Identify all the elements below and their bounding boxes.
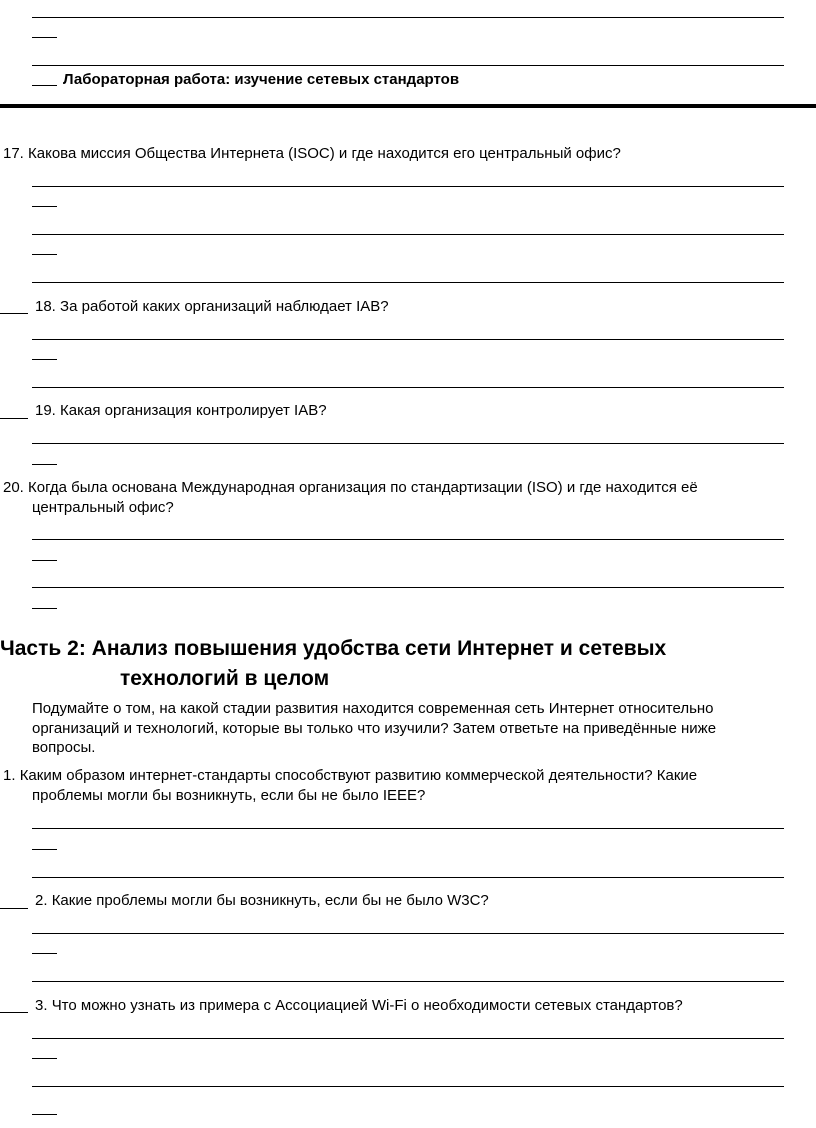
answer-line-stub (0, 418, 28, 419)
answer-line (32, 387, 784, 388)
answer-line (32, 933, 784, 934)
part2-intro: вопросы. (32, 739, 96, 756)
part2-heading-continued: технологий в целом (120, 667, 330, 690)
part2-question-3: 3. Что можно узнать из примера с Ассоциацией Wi-Fi о необходимости сетевых стандартов? (35, 997, 683, 1014)
answer-line (32, 587, 784, 588)
question-18: 18. За работой каких организаций наблюдает IAB? (35, 298, 389, 315)
part2-question-1: 1. Каким образом интернет-стандарты способствуют развитию коммерческой деятельности? Какие (3, 767, 698, 784)
answer-line (32, 282, 784, 283)
answer-line (32, 1038, 784, 1039)
answer-line-stub (32, 560, 57, 561)
answer-line (32, 339, 784, 340)
part2-intro: Подумайте о том, на какой стадии развития находится современная сеть Интернет относительно (32, 700, 714, 717)
part2-question-2: 2. Какие проблемы могли бы возникнуть, если бы не было W3C? (35, 892, 489, 909)
answer-line (32, 539, 784, 540)
answer-line-stub (0, 908, 28, 909)
question-20-continued: центральный офис? (32, 499, 174, 516)
answer-line-stub (32, 849, 57, 850)
section-divider (0, 104, 816, 108)
answer-line-stub (32, 608, 57, 609)
answer-line-stub (0, 313, 28, 314)
part2-question-1-continued: проблемы могли бы возникнуть, если бы не было IEEE? (32, 787, 426, 804)
question-19: 19. Какая организация контролирует IAB? (35, 402, 327, 419)
answer-line-stub (32, 1058, 57, 1059)
answer-line-stub (32, 37, 57, 38)
answer-line-stub (32, 464, 57, 465)
answer-line (32, 828, 784, 829)
question-20: 20. Когда была основана Международная организация по стандартизации (ISO) и где находится её (3, 479, 698, 496)
answer-line-stub (32, 85, 57, 86)
answer-line (32, 234, 784, 235)
part2-intro: организаций и технологий, которые вы только что изучили? Затем ответьте на приведённые ниже (32, 720, 717, 737)
part2-heading: Часть 2: Анализ повышения удобства сети Интернет и сетевых (0, 637, 667, 660)
question-17: 17. Какова миссия Общества Интернета (ISOC) и где находится его центральный офис? (3, 145, 621, 162)
answer-line (32, 186, 784, 187)
answer-line-stub (32, 359, 57, 360)
answer-line-stub (32, 206, 57, 207)
answer-line (32, 1086, 784, 1087)
answer-line (32, 17, 784, 18)
lab-title: Лабораторная работа: изучение сетевых стандартов (63, 71, 460, 88)
answer-line-stub (0, 1012, 28, 1013)
answer-line (32, 877, 784, 878)
answer-line-stub (32, 254, 57, 255)
answer-line-stub (32, 1114, 57, 1115)
answer-line (32, 65, 784, 66)
answer-line-stub (32, 953, 57, 954)
answer-line (32, 443, 784, 444)
answer-line (32, 981, 784, 982)
